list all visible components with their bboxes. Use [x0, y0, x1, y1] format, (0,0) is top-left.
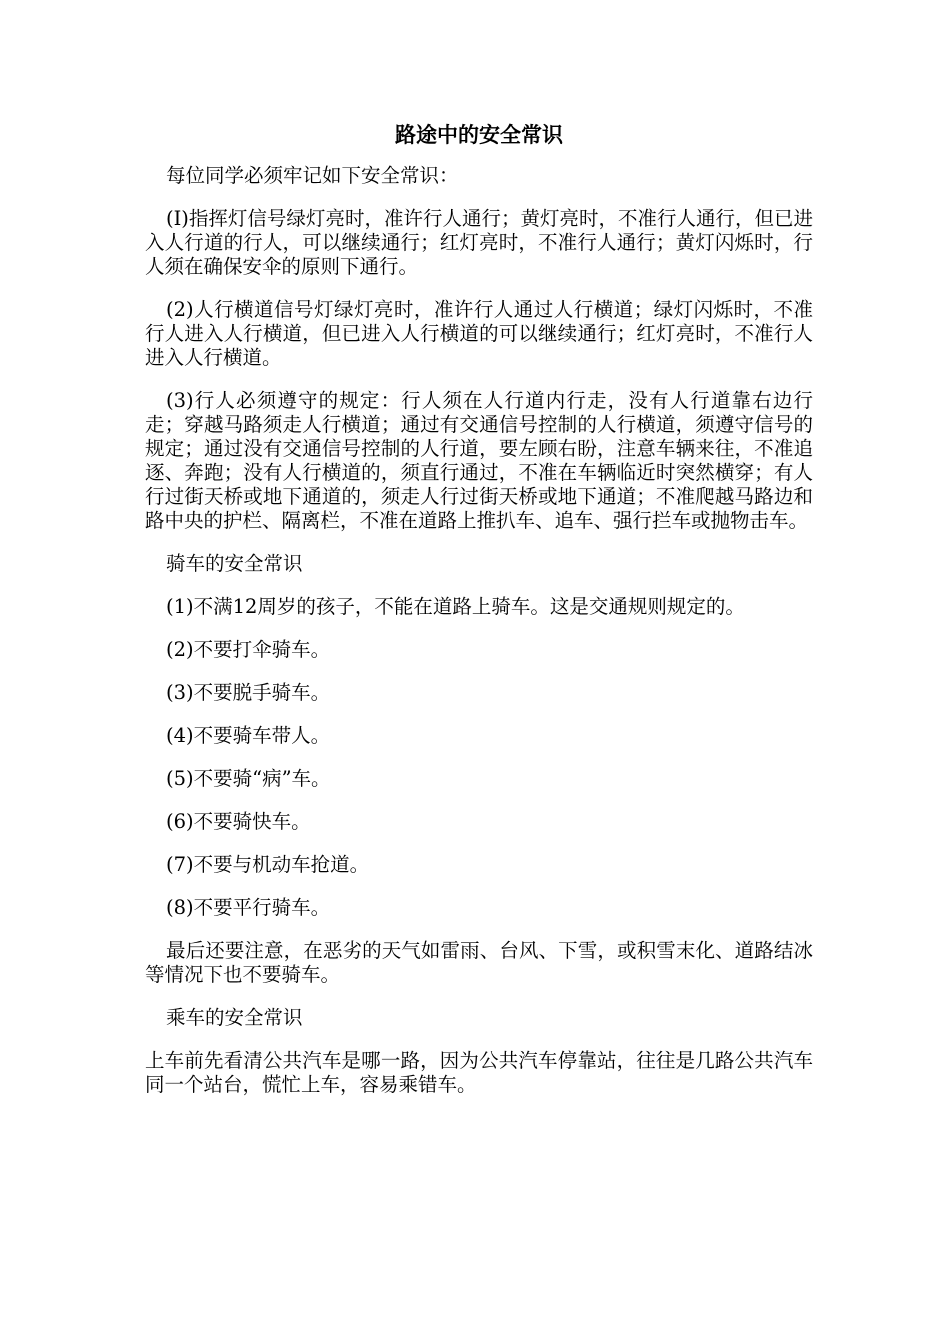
cycling-rule-8: (8)不要平行骑车。: [166, 896, 331, 919]
cycling-rule-7: (7)不要与机动车抢道。: [166, 853, 370, 876]
section-heading-cycling: 骑车的安全常识: [166, 552, 303, 575]
cycling-rule-4: (4)不要骑车带人。: [166, 724, 331, 747]
cycling-rule-5: (5)不要骑“病”车。: [166, 767, 331, 790]
cycling-rule-1: (1)不满12周岁的孩子，不能在道路上骑车。这是交通规则规定的。: [166, 595, 745, 618]
rule-paragraph-1: (I)指挥灯信号绿灯亮时，准许行人通行；黄灯亮时，不准行人通行，但已进入人行道的行人，可以继续通行；红灯亮时，不准行人通行；黄灯闪烁时，行人须在确保安伞的原则下通行。: [145, 207, 813, 278]
intro-paragraph: 每位同学必须牢记如下安全常识：: [166, 164, 459, 187]
rule-paragraph-3: (3)行人必须遵守的规定：行人须在人行道内行走，没有人行道靠右边行走；穿越马路须走人行横道；通过有交通信号控制的人行横道，须遵守信号的规定；通过没有交通信号控制的人行道，要左顾右盼，注意车辆来往，不准追逐、奔跑；没有人行横道的，须直行通过，不准在车辆临近时突然横穿；有人行过街天桥或地下通道的，须走人行过街天桥或地下通道；不准爬越马路边和路中央的护栏、隔离栏，不准在道路上推扒车、追车、强行拦车或抛物击车。: [145, 389, 813, 532]
document-body: [145, 118, 813, 1116]
cycling-rule-2: (2)不要打伞骑车。: [166, 638, 331, 661]
cycling-rule-3: (3)不要脱手骑车。: [166, 681, 331, 704]
rule-paragraph-2: (2)人行横道信号灯绿灯亮时，准许行人通过人行横道；绿灯闪烁时，不准行人进入人行横道，但已进入人行横道的可以继续通行；红灯亮时，不准行人进入人行横道。: [145, 298, 813, 369]
cycling-rule-6: (6)不要骑快车。: [166, 810, 311, 833]
section-heading-riding: 乘车的安全常识: [166, 1006, 303, 1029]
cycling-weather-note: 最后还要注意，在恶劣的天气如雷雨、台风、下雪，或积雪末化、道路结冰等情况下也不要骑车。: [145, 939, 813, 986]
document-title: 路途中的安全常识: [395, 122, 563, 147]
riding-paragraph: 上车前先看清公共汽车是哪一路，因为公共汽车停靠站，往往是几路公共汽车同一个站台，慌忙上车，容易乘错车。: [145, 1049, 813, 1096]
